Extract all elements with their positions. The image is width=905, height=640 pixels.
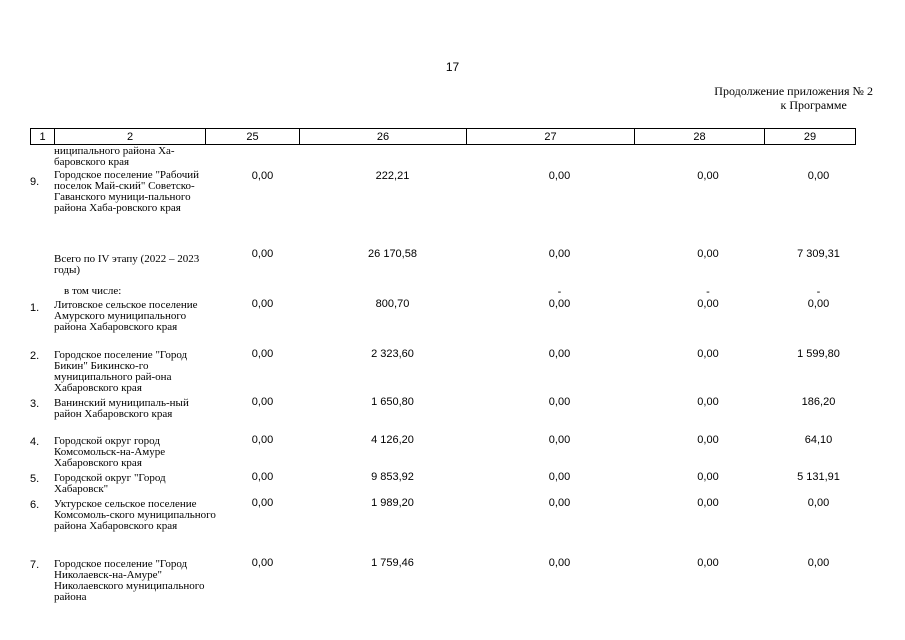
cell-28: 0,00 (697, 348, 719, 360)
table-row (30, 557, 864, 605)
row-number: 6. (30, 499, 40, 511)
cell-26: 800,70 (375, 298, 410, 310)
cell-28 (643, 146, 773, 170)
cell-25 (216, 146, 309, 170)
cell-27: 0,00 (548, 396, 571, 408)
cell-27: 0,00 (548, 497, 571, 509)
row-number: 5. (30, 473, 40, 485)
row-name: Городское поселение "Город Бикин" Бикинско-го муниципального рай-она Хабаровского края (54, 349, 188, 394)
header-col-27: 27 (467, 129, 635, 145)
cell-26: 222,21 (375, 170, 410, 182)
cell-26: 2 323,60 (371, 348, 414, 360)
table-row (30, 348, 864, 396)
cell-25: 0,00 (251, 471, 274, 483)
table-row (30, 497, 864, 557)
cell-29: 1 599,80 (797, 348, 840, 360)
row-name: Литовское сельское поселение Амурского муниципального района Хабаровского края (54, 299, 198, 333)
row-name: Городское поселение "Рабочий поселок Май-ский" Советско-Гаванского муници-пального района Хаба-ровского края (54, 169, 200, 214)
row-name: Городской округ "Город Хабаровск" (54, 472, 166, 495)
cell-26 (309, 146, 476, 170)
data-table (30, 146, 864, 605)
table-row (30, 396, 864, 434)
table-row (30, 146, 864, 170)
row-number (30, 286, 54, 298)
cell-28: 0,00 (697, 396, 719, 408)
row-name: Уктурское сельское поселение Комсомоль-ского муниципального района Хабаровского края (54, 498, 216, 532)
cell-28: 0,00 (697, 557, 719, 569)
header-col-1: 1 (31, 129, 55, 145)
cell-26: 26 170,58 (368, 248, 417, 260)
cell-25: 0,00 (251, 298, 274, 310)
column-header-table (30, 128, 856, 145)
row-number: 1. (30, 302, 40, 314)
cell-26: 9 853,92 (371, 471, 414, 483)
cell-28: 0,00 (697, 248, 719, 260)
row-number: 4. (30, 436, 40, 448)
cell-25: 0,00 (251, 396, 274, 408)
cell-28: 0,00 (697, 170, 719, 182)
table-row-including (30, 286, 864, 298)
row-number: 3. (30, 398, 40, 410)
row-name: Городской округ город Комсомольск-на-Амуре Хабаровского края (54, 435, 166, 469)
row-name: ниципального района Ха-баровского края (54, 145, 175, 168)
row-name: Ванинский муниципаль-ный район Хабаровского края (54, 397, 189, 420)
cell-29: 0,00 (807, 557, 830, 569)
row-number (30, 146, 54, 170)
cell-28: 0,00 (697, 471, 719, 483)
cell-29: 7 309,31 (797, 248, 840, 260)
cell-28: 0,00 (697, 298, 719, 310)
row-number: 2. (30, 350, 40, 362)
cell-27 (476, 146, 643, 170)
cell-29: 0,00 (807, 170, 830, 182)
table-row (30, 471, 864, 497)
table-row (30, 170, 864, 248)
cell-25: 0,00 (251, 557, 274, 569)
cell-29: 5 131,91 (797, 471, 840, 483)
row-name: Всего по IV этапу (2022 – 2023 годы) (54, 253, 200, 276)
cell-27: 0,00 (548, 434, 571, 446)
cell-29: 186,20 (801, 396, 836, 408)
cell-27: 0,00 (548, 348, 571, 360)
table-row-total (30, 248, 864, 286)
header-col-26: 26 (300, 129, 467, 145)
cell-25: 0,00 (251, 497, 274, 509)
cell-25: 0,00 (251, 348, 274, 360)
appendix-caption (714, 84, 873, 112)
appendix-line-1: Продолжение приложения № 2 (714, 84, 873, 98)
header-col-2: 2 (55, 129, 206, 145)
cell-27: 0,00 (548, 557, 571, 569)
column-header-row (31, 129, 856, 145)
cell-28: - (706, 286, 710, 298)
cell-26: 1 650,80 (371, 396, 414, 408)
cell-29 (773, 146, 864, 170)
table-row (30, 298, 864, 348)
cell-26: 1 759,46 (371, 557, 414, 569)
cell-29: 64,10 (804, 434, 833, 446)
appendix-line-2: к Программе (780, 98, 847, 112)
cell-26: 1 989,20 (371, 497, 414, 509)
header-col-29: 29 (765, 129, 856, 145)
row-number: 7. (30, 559, 40, 571)
cell-28: 0,00 (697, 497, 719, 509)
cell-27: 0,00 (548, 248, 571, 260)
row-name: в том числе: (64, 285, 122, 297)
row-name: Городское поселение "Город Николаевск-на-Амуре" Николаевского муниципального района (54, 558, 205, 603)
cell-27: 0,00 (548, 170, 571, 182)
cell-25: 0,00 (251, 434, 274, 446)
cell-27: 0,00 (548, 471, 571, 483)
cell-27: - (557, 286, 562, 298)
page-number: 17 (445, 60, 460, 74)
cell-28: 0,00 (697, 434, 719, 446)
cell-26 (309, 286, 476, 298)
cell-29: 0,00 (807, 497, 830, 509)
header-col-28: 28 (635, 129, 765, 145)
cell-26: 4 126,20 (371, 434, 414, 446)
header-col-25: 25 (206, 129, 300, 145)
row-number (30, 248, 54, 286)
cell-25: 0,00 (251, 170, 274, 182)
cell-29: 0,00 (807, 298, 830, 310)
cell-25: 0,00 (251, 248, 274, 260)
table-row (30, 434, 864, 471)
cell-29: - (816, 286, 821, 298)
cell-27: 0,00 (548, 298, 571, 310)
row-number: 9. (30, 176, 40, 188)
cell-25 (216, 286, 309, 298)
